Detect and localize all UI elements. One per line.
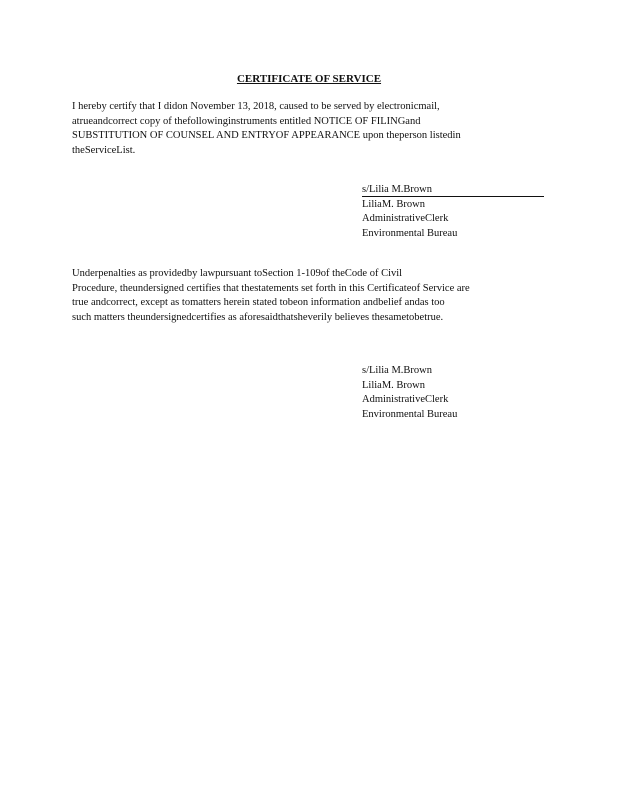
signature-signed: s/Lilia M.Brown <box>362 365 432 376</box>
paragraph-line: SUBSTITUTION OF COUNSEL AND ENTRYOF APPEARANCE upon theperson listedin <box>72 130 461 141</box>
paragraph-line: atrueandcorrect copy of thefollowinginstruments entitled NOTICE OF FILINGand <box>72 115 421 127</box>
paragraph-line: Underpenalties as providedby lawpursuant toSection 1-109of theCode of Civil <box>72 268 403 279</box>
signature-block-2 <box>362 364 457 422</box>
signature-role: AdministrativeClerk <box>362 394 449 405</box>
penalty-certification-paragraph <box>72 267 530 325</box>
signature-role: AdministrativeClerk <box>362 213 449 224</box>
signature-department: Environmental Bureau <box>362 408 458 420</box>
signature-signed: s/Lilia M.Brown <box>362 184 432 195</box>
signature-name: LiliaM. Brown <box>362 379 425 391</box>
paragraph-line: I hereby certify that I didon November 13, 2018, caused to be served by electronicmail, <box>72 101 440 112</box>
paragraph-line: such matters theundersignedcertifies as aforesaidthatsheverily believes thesametobetrue. <box>72 311 444 323</box>
signature-block-1 <box>362 183 457 241</box>
signature-line <box>362 196 544 197</box>
paragraph-line: true andcorrect, except as tomatters herein stated tobeon information andbelief andas too <box>72 297 445 308</box>
signature-department: Environmental Bureau <box>362 227 458 239</box>
service-statement-paragraph <box>72 100 524 158</box>
paragraph-line: Procedure, theundersigned certifies that thestatements set forth in this Certificateof Service are <box>72 282 470 294</box>
signature-name: LiliaM. Brown <box>362 198 425 210</box>
document-title: CERTIFICATE OF SERVICE <box>236 73 382 85</box>
paragraph-line: theServiceList. <box>72 144 136 156</box>
